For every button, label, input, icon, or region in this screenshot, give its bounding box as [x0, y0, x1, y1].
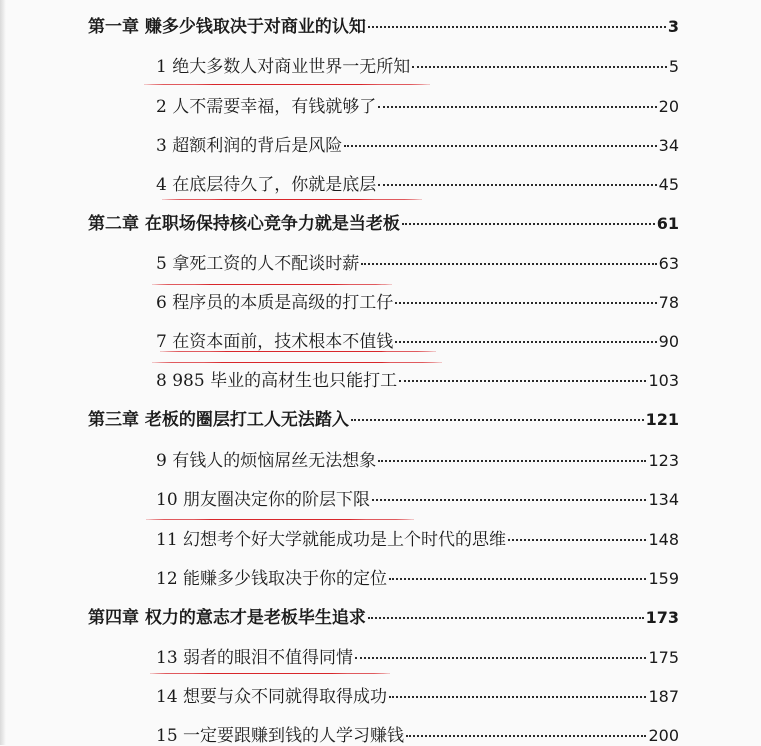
dot-leader: [402, 223, 655, 225]
toc-entry-title: 8 985 毕业的高材生也只能打工: [156, 371, 398, 391]
toc-entry: [156, 288, 679, 313]
toc-entry: [156, 92, 679, 117]
toc-chapter: [88, 12, 679, 37]
red-pen-underline: [150, 673, 390, 674]
toc-entry: [156, 249, 679, 274]
toc-page-number: 61: [656, 214, 679, 233]
toc-page-number: 20: [658, 97, 679, 116]
toc-entry: [156, 131, 679, 156]
toc-entry-title: 1 绝大多数人对商业世界一无所知: [156, 57, 411, 77]
toc-entry-title: 7 在资本面前，技术根本不值钱: [156, 332, 394, 352]
toc-chapter: [88, 405, 679, 430]
toc-entry-title: 11 幻想考个好大学就能成功是上个时代的思维: [156, 530, 507, 550]
toc-page-number: 121: [645, 410, 679, 429]
dot-leader: [368, 617, 644, 619]
toc-entry-title: 第四章 权力的意志才是老板毕生追求: [88, 608, 366, 628]
red-pen-underline: [160, 351, 436, 352]
toc-entry: [156, 52, 679, 77]
dot-leader: [412, 66, 667, 68]
toc-entry-title: 13 弱者的眼泪不值得同情: [156, 648, 354, 668]
toc-entry: [156, 564, 679, 589]
toc-entry-title: 第一章 赚多少钱取决于对商业的认知: [88, 17, 366, 37]
dot-leader: [399, 380, 646, 382]
toc-entry-title: 2 人不需要幸福，有钱就够了: [156, 97, 377, 117]
toc-entry-title: 第三章 老板的圈层打工人无法踏入: [88, 410, 349, 430]
toc-entry-title: 第二章 在职场保持核心竞争力就是当老板: [88, 214, 400, 234]
toc-entry-title: 3 超额利润的背后是风险: [156, 136, 343, 156]
toc-entry: [156, 170, 679, 195]
toc-entry-title: 15 一定要跟赚到钱的人学习赚钱: [156, 726, 405, 746]
toc-entry: [156, 366, 679, 391]
toc-entry: [156, 721, 679, 746]
red-pen-underline: [152, 362, 442, 363]
toc-page-number: 45: [658, 175, 679, 194]
toc-page-number: 103: [648, 371, 679, 390]
toc-entry-title: 12 能赚多少钱取决于你的定位: [156, 569, 388, 589]
toc-entry-title: 6 程序员的本质是高级的打工仔: [156, 293, 394, 313]
dot-leader: [389, 578, 646, 580]
dot-leader: [378, 460, 646, 462]
toc-page-number: 63: [658, 254, 679, 273]
toc-page-number: 5: [668, 57, 679, 76]
toc-page-number: 148: [648, 530, 679, 549]
toc-page-number: 123: [648, 451, 679, 470]
toc-page-number: 200: [648, 726, 679, 745]
toc-entry-title: 14 想要与众不同就得取得成功: [156, 687, 388, 707]
toc-page-number: 173: [645, 608, 679, 627]
toc-entry: [156, 525, 679, 550]
toc-page-number: 134: [648, 490, 679, 509]
toc-entry: [156, 682, 679, 707]
dot-leader: [368, 26, 666, 28]
red-pen-underline: [146, 519, 414, 520]
toc-entry: [156, 643, 679, 668]
dot-leader: [395, 302, 656, 304]
toc-page-number: 187: [648, 687, 679, 706]
toc-entry-title: 4 在底层待久了，你就是底层: [156, 175, 377, 195]
toc-entry-title: 5 拿死工资的人不配谈时薪: [156, 254, 360, 274]
toc-page-number: 90: [658, 332, 679, 351]
toc-page-number: 175: [648, 648, 679, 667]
red-pen-underline: [162, 199, 422, 200]
dot-leader: [378, 184, 656, 186]
dot-leader: [389, 696, 646, 698]
toc-entry: [156, 327, 679, 352]
dot-leader: [395, 341, 656, 343]
toc-entry-title: 10 朋友圈决定你的阶层下限: [156, 490, 371, 510]
dot-leader: [355, 657, 646, 659]
toc-chapter: [88, 603, 679, 628]
toc-entry: [156, 446, 679, 471]
toc-entry-title: 9 有钱人的烦恼屌丝无法想象: [156, 451, 377, 471]
dot-leader: [344, 145, 656, 147]
red-pen-underline: [152, 284, 392, 285]
toc-page-number: 3: [667, 17, 679, 36]
toc-chapter: [88, 209, 679, 234]
toc-page-number: 159: [648, 569, 679, 588]
dot-leader: [378, 106, 656, 108]
dot-leader: [351, 419, 644, 421]
dot-leader: [406, 735, 646, 737]
page-edge-shadow: [0, 0, 6, 745]
toc-page-number: 78: [658, 293, 679, 312]
toc-entry: [156, 485, 679, 510]
dot-leader: [361, 263, 656, 265]
dot-leader: [508, 539, 646, 541]
red-pen-underline: [144, 84, 430, 85]
dot-leader: [372, 499, 646, 501]
toc-page-number: 34: [658, 136, 679, 155]
